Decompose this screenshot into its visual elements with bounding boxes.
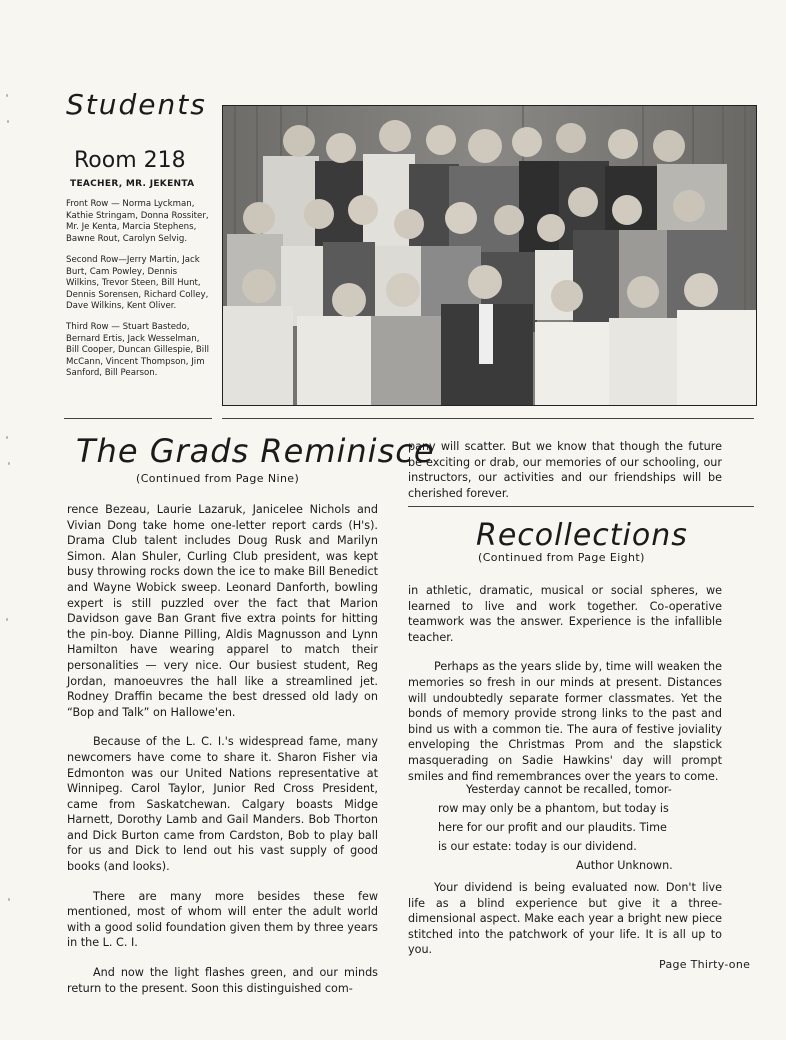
recollections-paragraph: Your dividend is being evaluated now. Don't live life as a blind experience but give it a three-dimensional aspect. Make each year a bright new piece stitched into the patchwork of your life. It is all up to you. [408,881,722,957]
grads-paragraph: Because of the L. C. I.'s widespread fame, many newcomers have come to share it. Sharon Fisher via Edmonton was our United Nations representative at Winnipeg. Carol Taylor, Junior Red Cross President, came from Saskatchewan. Calgary boasts Midge Harnett, Dorothy Lamb and Gail Manders. Bob Thorton and Dick Burton came from Cardston, Bob to play ball for us and Dick to lend out his vast supply of good books (and looks). [67,735,378,874]
margin-mark [8,898,10,901]
margin-mark [6,436,8,439]
margin-mark [7,120,9,123]
recollections-body [408,583,722,784]
poem-line: row may only be a phantom, but today is [438,802,669,815]
grads-article-title: The Grads Reminisce [76,432,435,470]
page-number: Page Thirty-one [659,958,751,971]
section-title: Students [66,88,207,121]
recollections-paragraph: Perhaps as the years slide by, time will weaken the memories so fresh in our minds at present. Distances will undoubtedly separate former classmates. Yet the bonds of memory provide strong links to the past and bind us with a common tie. The aura of festive joviality enveloping the Christmas Prom and the slapstick masquerading on Sadie Hawkins' day will prompt smiles and find remembrances over the years to come. [408,660,722,783]
poem-block [438,780,673,875]
grads-continued-note: (Continued from Page Nine) [136,472,300,485]
caption-third-row: Third Row — Stuart Bastedo, Bernard Ertis, Jack Wesselman, Bill Cooper, Duncan Gillespie, Bill McCann, Vincent Thompson, Jim Sanford, Bill Pearson. [66,322,209,379]
divider [64,418,212,419]
recollections-continued-note: (Continued from Page Eight) [478,551,645,564]
margin-mark [6,618,8,621]
class-photo [222,105,757,406]
poem-author: Author Unknown. [576,859,673,872]
poem-line: Yesterday cannot be recalled, tomor- [466,783,672,796]
caption-second-row: Second Row—Jerry Martin, Jack Burt, Cam Powley, Dennis Wilkins, Trevor Steen, Bill Hunt, Dennis Sorensen, Richard Colley, Dave Wilkins, Kent Oliver. [66,255,209,312]
divider [408,506,754,507]
caption-front-row: Front Row — Norma Lyckman, Kathie Stringam, Donna Rossiter, Mr. Je Kenta, Marcia Stephens, Bawne Rout, Carolyn Selvig. [66,199,209,244]
grads-paragraph: There are many more besides these few mentioned, most of whom will enter the adult world with a good solid foundation given them by three years in the L. C. I. [67,889,378,950]
recollections-title: Recollections [476,518,688,553]
teacher-label: TEACHER, MR. JEKENTA [70,179,195,189]
recollections-paragraph: in athletic, dramatic, musical or social spheres, we learned to live and work together. Co-operative teamwork was the answer. Experience is the infallible teacher. [408,584,722,644]
grads-article-continuation [408,439,722,501]
grads-paragraph: And now the light flashes green, and our minds return to the present. Soon this distinguished com- [67,966,378,995]
grads-article-body [67,502,378,996]
grads-paragraph: rence Bezeau, Laurie Lazaruk, Janicelee Nichols and Vivian Dong take home one-letter report cards (H's). Drama Club talent includes Doug Rusk and Marilyn Simon. Alan Shuler, Curling Club president, was kept busy throwing rocks down the ice to make Bill Benedict and Wayne Wobick sweep. Leonard Danforth, bowling expert is still puzzled over the fact that Marion Davidson gave Ban Grant five extra points for hitting the pin-boy. Dianne Pilling, Aldis Magnusson and Lynn Hamilton have wearing apparel to match their personalities — very nice. Our busiest student, Reg Jordan, manoeuvres the hall like a streamlined jet. Rodney Draffin became the best dressed old lady on “Bop and Talk” on Hallowe'en. [67,503,378,719]
poem-line: is our estate: today is our dividend. [438,840,637,853]
margin-mark [6,94,8,97]
grads-paragraph: pany will scatter. But we know that though the future be exciting or drab, our memories of our schooling, our instructors, our activities and our friendships will be cherished forever. [408,440,722,500]
recollections-closing [408,880,722,958]
poem-line: here for our profit and our plaudits. Time [438,821,667,834]
divider [222,418,754,419]
room-title: Room 218 [74,148,186,173]
margin-mark [8,462,10,465]
